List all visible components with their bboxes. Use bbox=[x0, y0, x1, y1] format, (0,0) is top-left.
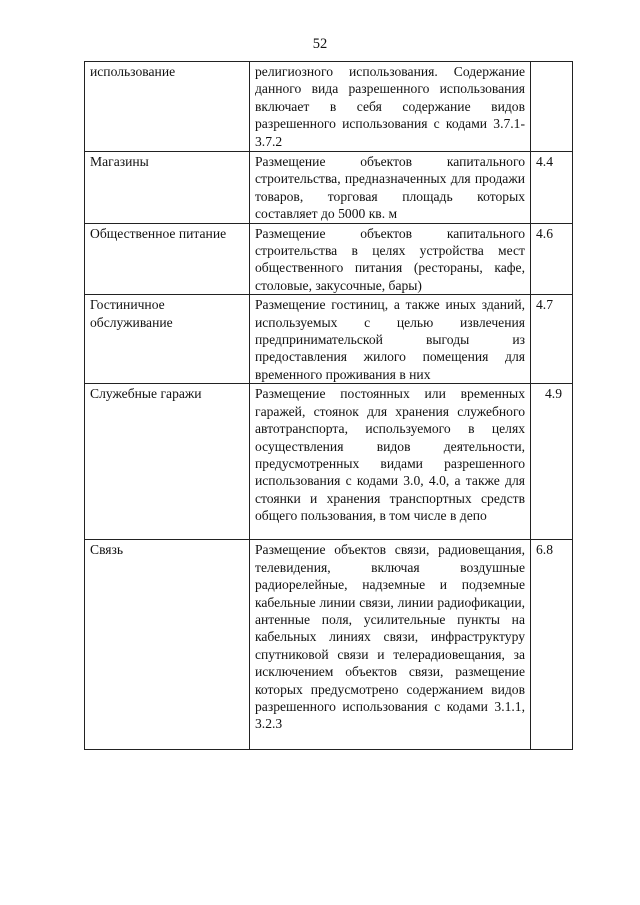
use-type-code: 4.4 bbox=[531, 152, 573, 224]
use-type-description: религиозного использования. Содержание данного вида разрешенного использования включает в себя содержание видов разрешенного использования с кодами 3.7.1-3.7.2 bbox=[250, 62, 531, 152]
use-type-description: Размещение гостиниц, а также иных зданий, используемых с целью извлечения предпринимательской выгоды из предоставления жилого помещения для временного проживания в них bbox=[250, 295, 531, 384]
table-row bbox=[85, 540, 573, 750]
use-type-code: 6.8 bbox=[531, 540, 573, 750]
table-row bbox=[85, 384, 573, 540]
use-type-name: Общественное питание bbox=[85, 223, 250, 295]
use-type-description: Размещение объектов связи, радиовещания, телевидения, включая воздушные радиорелейные, надземные и подземные кабельные линии связи, линии радиофикации, антенные поля, усилительные пункты на кабельных линиях связи, инфраструктуру спутниковой связи и телерадиовещания, за исключением объектов связи, размещение которых предусмотрено содержанием видов разрешенного использования с кодами 3.1.1, 3.2.3 bbox=[250, 540, 531, 750]
use-type-code bbox=[531, 62, 573, 152]
table-row bbox=[85, 223, 573, 295]
use-type-name: использование bbox=[85, 62, 250, 152]
use-type-name: Служебные гаражи bbox=[85, 384, 250, 540]
use-type-description: Размещение постоянных или временных гаражей, стоянок для хранения служебного автотранспорта, используемого в целях осуществления видов деятельности, предусмотренных видами разрешенного использования с кодами 3.0, 4.0, а также для стоянки и хранения транспортных средств общего пользования, в том числе в депо bbox=[250, 384, 531, 540]
page-number: 52 bbox=[312, 36, 328, 52]
table-row bbox=[85, 62, 573, 152]
use-type-name: Гостиничное обслуживание bbox=[85, 295, 250, 384]
land-use-table bbox=[84, 61, 573, 750]
use-type-code: 4.6 bbox=[531, 223, 573, 295]
use-type-description: Размещение объектов капитального строительства, предназначенных для продажи товаров, торговая площадь которых составляет до 5000 кв. м bbox=[250, 152, 531, 224]
table-row bbox=[85, 295, 573, 384]
use-type-name: Магазины bbox=[85, 152, 250, 224]
use-type-name: Связь bbox=[85, 540, 250, 750]
table-row bbox=[85, 152, 573, 224]
use-type-code: 4.9 bbox=[531, 384, 573, 540]
use-type-code: 4.7 bbox=[531, 295, 573, 384]
use-type-description: Размещение объектов капитального строительства в целях устройства мест общественного питания (рестораны, кафе, столовые, закусочные, бары) bbox=[250, 223, 531, 295]
